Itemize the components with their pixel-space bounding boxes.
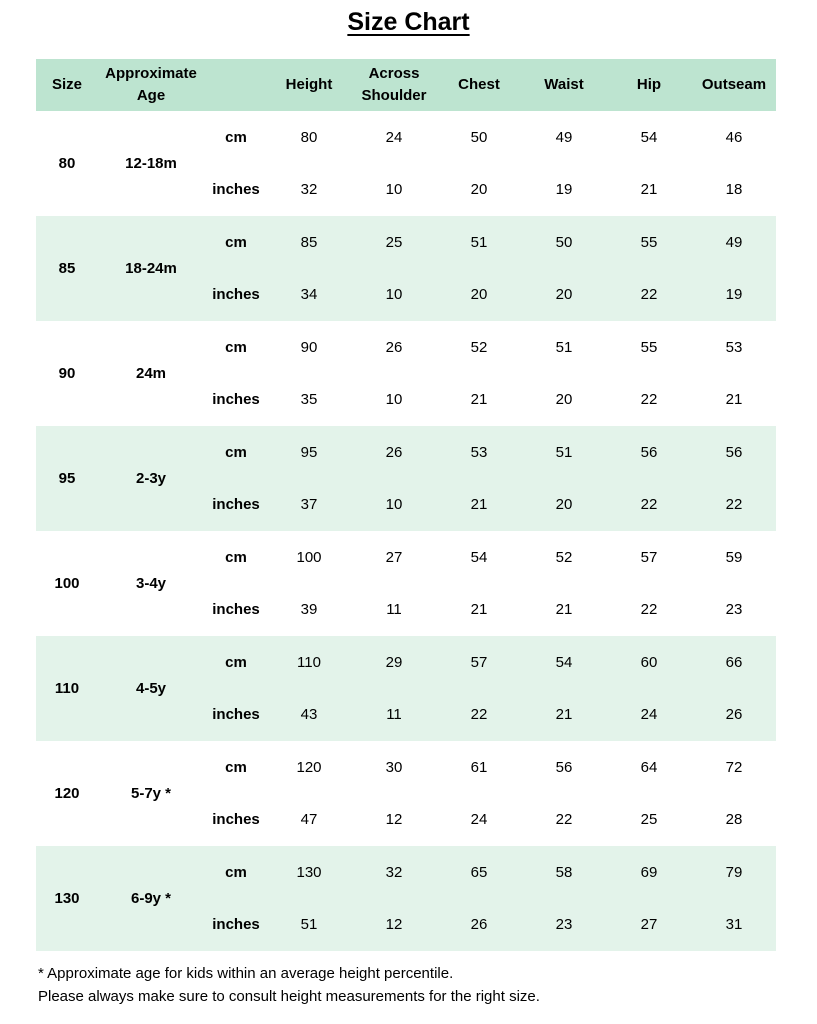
unit-label-cm: cm [225, 548, 247, 566]
outseam-inches-cell: 19 [725, 285, 743, 303]
header-shoulder: Across Shoulder [361, 65, 427, 104]
outseam-cm-cell: 49 [725, 233, 743, 251]
unit-label-cm: cm [225, 338, 247, 356]
height-inches-cell: 37 [300, 495, 318, 513]
chest-cm-cell: 57 [470, 653, 488, 671]
hip-inches-cell: 27 [640, 915, 658, 933]
waist-cm-cell: 52 [555, 548, 573, 566]
shoulder-inches-cell: 10 [385, 180, 403, 198]
table-body [36, 111, 776, 951]
waist-cm-cell: 50 [555, 233, 573, 251]
chest-cm-cell: 50 [470, 128, 488, 146]
outseam-inches-cell: 26 [725, 705, 743, 723]
chest-cm-cell: 52 [470, 338, 488, 356]
header-waist: Waist [544, 76, 584, 93]
waist-cm-cell: 51 [555, 443, 573, 461]
header-outseam: Outseam [701, 76, 767, 93]
table-row-group [36, 321, 776, 426]
unit-label-inches: inches [212, 390, 260, 408]
table-header [36, 59, 776, 111]
waist-inches-cell: 19 [555, 180, 573, 198]
page-title: Size Chart [347, 8, 470, 36]
footnotes [38, 962, 540, 1008]
height-cm-cell: 100 [296, 548, 322, 566]
age-cell: 12-18m [125, 155, 177, 172]
outseam-cm-cell: 59 [725, 548, 743, 566]
unit-label-cm: cm [225, 758, 247, 776]
table-row-group [36, 111, 776, 216]
age-cell: 18-24m [125, 260, 177, 277]
age-cell: 6-9y * [130, 890, 172, 907]
shoulder-inches-cell: 10 [385, 495, 403, 513]
unit-label-cm: cm [225, 128, 247, 146]
outseam-cm-cell: 56 [725, 443, 743, 461]
size-cell: 130 [54, 890, 80, 907]
footnote-age: * Approximate age for kids within an average height percentile. [38, 965, 454, 982]
unit-label-cm: cm [225, 653, 247, 671]
waist-cm-cell: 58 [555, 863, 573, 881]
outseam-inches-cell: 28 [725, 810, 743, 828]
shoulder-cm-cell: 25 [385, 233, 403, 251]
age-cell: 4-5y [135, 680, 167, 697]
shoulder-cm-cell: 32 [385, 863, 403, 881]
unit-label-inches: inches [212, 285, 260, 303]
shoulder-cm-cell: 29 [385, 653, 403, 671]
unit-label-inches: inches [212, 600, 260, 618]
chest-inches-cell: 20 [470, 180, 488, 198]
shoulder-inches-cell: 11 [386, 600, 402, 618]
height-cm-cell: 80 [300, 128, 318, 146]
hip-cm-cell: 64 [640, 758, 658, 776]
outseam-inches-cell: 21 [725, 390, 743, 408]
height-inches-cell: 32 [300, 180, 318, 198]
waist-inches-cell: 20 [555, 285, 573, 303]
unit-label-inches: inches [212, 705, 260, 723]
chest-cm-cell: 65 [470, 863, 488, 881]
hip-inches-cell: 22 [640, 600, 658, 618]
table-row-group [36, 636, 776, 741]
height-inches-cell: 39 [300, 600, 318, 618]
header-size: Size [51, 76, 82, 93]
chest-cm-cell: 54 [470, 548, 488, 566]
chest-inches-cell: 24 [470, 810, 488, 828]
header-age: Approximate Age [105, 65, 197, 104]
hip-cm-cell: 69 [640, 863, 658, 881]
table-row-group [36, 741, 776, 846]
hip-inches-cell: 22 [640, 495, 658, 513]
shoulder-inches-cell: 10 [385, 390, 403, 408]
chest-inches-cell: 20 [470, 285, 488, 303]
unit-label-cm: cm [225, 233, 247, 251]
hip-cm-cell: 55 [640, 338, 658, 356]
height-cm-cell: 85 [300, 233, 318, 251]
waist-cm-cell: 51 [555, 338, 573, 356]
age-cell: 3-4y [135, 575, 167, 592]
height-inches-cell: 43 [300, 705, 318, 723]
hip-inches-cell: 24 [640, 705, 658, 723]
waist-cm-cell: 49 [555, 128, 573, 146]
height-cm-cell: 110 [297, 653, 321, 671]
hip-inches-cell: 22 [640, 390, 658, 408]
size-cell: 110 [54, 680, 80, 697]
shoulder-inches-cell: 11 [386, 705, 402, 723]
age-cell: 2-3y [135, 470, 167, 487]
shoulder-inches-cell: 12 [385, 810, 403, 828]
table-row-group [36, 531, 776, 636]
outseam-cm-cell: 46 [725, 128, 743, 146]
outseam-inches-cell: 22 [725, 495, 743, 513]
outseam-inches-cell: 23 [725, 600, 743, 618]
chest-cm-cell: 51 [470, 233, 488, 251]
age-cell: 5-7y * [130, 785, 172, 802]
chest-cm-cell: 53 [470, 443, 488, 461]
unit-label-cm: cm [225, 863, 247, 881]
chest-inches-cell: 26 [470, 915, 488, 933]
unit-label-inches: inches [212, 915, 260, 933]
unit-label-inches: inches [212, 810, 260, 828]
height-inches-cell: 35 [300, 390, 318, 408]
size-cell: 80 [58, 155, 76, 172]
footnote-height: Please always make sure to consult height measurements for the right size. [38, 988, 540, 1005]
hip-inches-cell: 21 [640, 180, 658, 198]
table-row-group [36, 216, 776, 321]
size-cell: 95 [58, 470, 76, 487]
unit-label-inches: inches [212, 180, 260, 198]
age-cell: 24m [135, 365, 167, 382]
hip-inches-cell: 22 [640, 285, 658, 303]
chest-inches-cell: 22 [470, 705, 488, 723]
hip-cm-cell: 55 [640, 233, 658, 251]
size-cell: 100 [54, 575, 80, 592]
hip-cm-cell: 56 [640, 443, 658, 461]
outseam-cm-cell: 66 [725, 653, 743, 671]
size-chart-table [36, 59, 776, 951]
unit-label-cm: cm [225, 443, 247, 461]
waist-inches-cell: 20 [555, 390, 573, 408]
height-cm-cell: 120 [296, 758, 322, 776]
shoulder-cm-cell: 26 [385, 443, 403, 461]
table-row-group [36, 846, 776, 951]
chest-cm-cell: 61 [470, 758, 488, 776]
outseam-inches-cell: 18 [725, 180, 743, 198]
shoulder-cm-cell: 24 [385, 128, 403, 146]
height-inches-cell: 34 [300, 285, 318, 303]
header-height: Height [285, 76, 333, 93]
shoulder-inches-cell: 10 [385, 285, 403, 303]
height-inches-cell: 51 [300, 915, 318, 933]
header-hip: Hip [636, 76, 662, 93]
size-cell: 90 [58, 365, 76, 382]
chest-inches-cell: 21 [470, 600, 488, 618]
waist-inches-cell: 21 [555, 705, 573, 723]
hip-cm-cell: 60 [640, 653, 658, 671]
outseam-cm-cell: 53 [725, 338, 743, 356]
shoulder-cm-cell: 26 [385, 338, 403, 356]
hip-cm-cell: 57 [640, 548, 658, 566]
outseam-cm-cell: 79 [725, 863, 743, 881]
header-chest: Chest [458, 76, 500, 93]
chest-inches-cell: 21 [470, 495, 488, 513]
outseam-inches-cell: 31 [725, 915, 743, 933]
waist-inches-cell: 20 [555, 495, 573, 513]
waist-cm-cell: 56 [555, 758, 573, 776]
size-cell: 85 [58, 260, 76, 277]
height-inches-cell: 47 [300, 810, 318, 828]
hip-cm-cell: 54 [640, 128, 658, 146]
height-cm-cell: 130 [296, 863, 322, 881]
height-cm-cell: 95 [300, 443, 318, 461]
shoulder-inches-cell: 12 [385, 915, 403, 933]
height-cm-cell: 90 [300, 338, 318, 356]
shoulder-cm-cell: 30 [385, 758, 403, 776]
waist-cm-cell: 54 [555, 653, 573, 671]
shoulder-cm-cell: 27 [385, 548, 403, 566]
outseam-cm-cell: 72 [725, 758, 743, 776]
chest-inches-cell: 21 [470, 390, 488, 408]
waist-inches-cell: 23 [555, 915, 573, 933]
unit-label-inches: inches [212, 495, 260, 513]
waist-inches-cell: 22 [555, 810, 573, 828]
hip-inches-cell: 25 [640, 810, 658, 828]
size-cell: 120 [54, 785, 80, 802]
waist-inches-cell: 21 [555, 600, 573, 618]
table-row-group [36, 426, 776, 531]
